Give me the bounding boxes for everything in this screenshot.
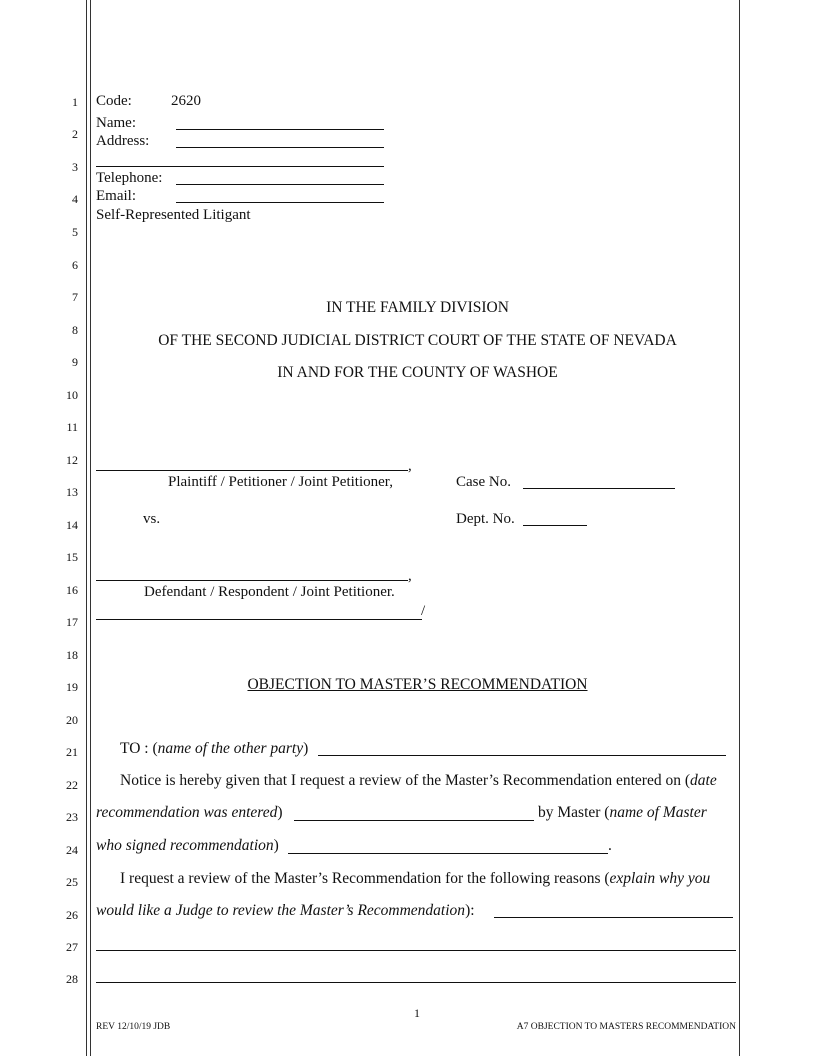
court-heading-3: IN AND FOR THE COUNTY OF WASHOE xyxy=(277,364,558,381)
document-title xyxy=(96,676,739,694)
reasons-line xyxy=(120,870,710,888)
address-field-line[interactable] xyxy=(176,147,384,148)
notice-line xyxy=(120,772,717,790)
case-no-label: Case No. xyxy=(456,474,511,490)
form-name: A7 OBJECTION TO MASTERS RECOMMENDATION xyxy=(516,1022,736,1032)
to-suffix: ) xyxy=(303,740,309,757)
line-number: 9 xyxy=(72,355,78,369)
line-number: 4 xyxy=(72,192,78,206)
by-master-label: by Master ( xyxy=(538,804,610,821)
revision-label: REV 12/10/19 JDB xyxy=(96,1022,171,1032)
plaintiff-comma: , xyxy=(408,458,412,474)
master-name-field-line[interactable] xyxy=(288,853,608,854)
reasons-field-line-2[interactable] xyxy=(96,950,736,951)
dept-no-label: Dept. No. xyxy=(456,511,515,527)
plaintiff-label: Plaintiff / Petitioner / Joint Petitioner, xyxy=(168,474,393,490)
line-number: 21 xyxy=(66,745,78,759)
who-signed-period: . xyxy=(608,837,612,854)
defendant-comma: , xyxy=(408,568,412,584)
plaintiff-name-line[interactable] xyxy=(96,470,408,471)
court-heading-1: IN THE FAMILY DIVISION xyxy=(326,299,509,316)
line-number: 24 xyxy=(66,843,78,857)
rec-date-suffix: ) xyxy=(277,804,283,821)
caption-slash: / xyxy=(421,603,426,619)
reasons-field-line-3[interactable] xyxy=(96,982,736,983)
notice-text: Notice is hereby given that I request a review of the Master’s Recommendation entered on ( xyxy=(120,772,691,789)
code-label: Code: xyxy=(96,93,132,109)
line-number: 18 xyxy=(66,648,78,662)
name-field-line[interactable] xyxy=(176,129,384,130)
dept-no-field-line[interactable] xyxy=(523,525,587,526)
right-margin-rule xyxy=(739,0,740,1056)
to-hint: name of the other party xyxy=(157,740,304,757)
line-number: 3 xyxy=(72,160,78,174)
line-number: 13 xyxy=(66,485,78,499)
line-number: 5 xyxy=(72,225,78,239)
reasons-field-line-1[interactable] xyxy=(494,917,733,918)
who-signed-suffix: ) xyxy=(273,837,279,854)
line-number: 11 xyxy=(66,420,78,434)
line-number: 7 xyxy=(72,290,78,304)
line-number: 12 xyxy=(66,453,78,467)
line-number: 23 xyxy=(66,810,78,824)
to-prefix: TO : ( xyxy=(120,740,158,757)
address-field-line-2[interactable] xyxy=(96,166,384,167)
address-label: Address: xyxy=(96,133,150,149)
master-name-hint: name of Master xyxy=(609,804,707,821)
versus-label: vs. xyxy=(143,511,161,527)
who-signed-line xyxy=(96,837,279,855)
self-represented-label: Self-Represented Litigant xyxy=(96,207,251,223)
email-field-line[interactable] xyxy=(176,202,384,203)
page-number: 1 xyxy=(414,1006,420,1020)
line-number: 2 xyxy=(72,127,78,141)
reasons-hint: explain why you xyxy=(609,870,711,887)
case-no-field-line[interactable] xyxy=(523,488,675,489)
line-number: 26 xyxy=(66,908,78,922)
other-party-field-line[interactable] xyxy=(318,755,726,756)
defendant-label: Defendant / Respondent / Joint Petitioner. xyxy=(144,584,395,600)
recommendation-date-field-line[interactable] xyxy=(294,820,534,821)
line-number: 22 xyxy=(66,778,78,792)
line-number: 15 xyxy=(66,550,78,564)
who-signed-hint: who signed recommendation xyxy=(96,837,274,854)
notice-date-hint: date xyxy=(690,772,717,789)
left-margin-rule-outer xyxy=(86,0,87,1056)
to-line xyxy=(120,740,308,758)
court-heading-2: OF THE SECOND JUDICIAL DISTRICT COURT OF THE STATE OF NEVADA xyxy=(158,332,677,349)
line-number: 27 xyxy=(66,940,78,954)
would-like-suffix: ): xyxy=(465,902,475,919)
would-like-hint: would like a Judge to review the Master’s Recommendation xyxy=(96,902,466,919)
defendant-name-line[interactable] xyxy=(96,580,408,581)
email-label: Email: xyxy=(96,188,136,204)
reasons-text: I request a review of the Master’s Recommendation for the following reasons ( xyxy=(120,870,610,887)
line-number: 17 xyxy=(66,615,78,629)
code-value: 2620 xyxy=(171,93,201,109)
line-number: 14 xyxy=(66,518,78,532)
line-number: 19 xyxy=(66,680,78,694)
line-number: 28 xyxy=(66,972,78,986)
name-label: Name: xyxy=(96,115,136,131)
left-margin-rule-inner xyxy=(90,0,91,1056)
line-number: 8 xyxy=(72,323,78,337)
line-number: 6 xyxy=(72,258,78,272)
line-number: 20 xyxy=(66,713,78,727)
line-number: 25 xyxy=(66,875,78,889)
document-title-text: OBJECTION TO MASTER’S RECOMMENDATION xyxy=(247,676,588,693)
telephone-field-line[interactable] xyxy=(176,184,384,185)
line-number: 10 xyxy=(66,388,78,402)
rec-date-hint: recommendation was entered xyxy=(96,804,278,821)
would-like-line xyxy=(96,902,475,920)
line-number: 16 xyxy=(66,583,78,597)
telephone-label: Telephone: xyxy=(96,170,163,186)
caption-closing-line xyxy=(96,619,422,620)
line-number: 1 xyxy=(72,95,78,109)
recommendation-date-line xyxy=(96,804,283,822)
by-master-text xyxy=(538,804,707,822)
